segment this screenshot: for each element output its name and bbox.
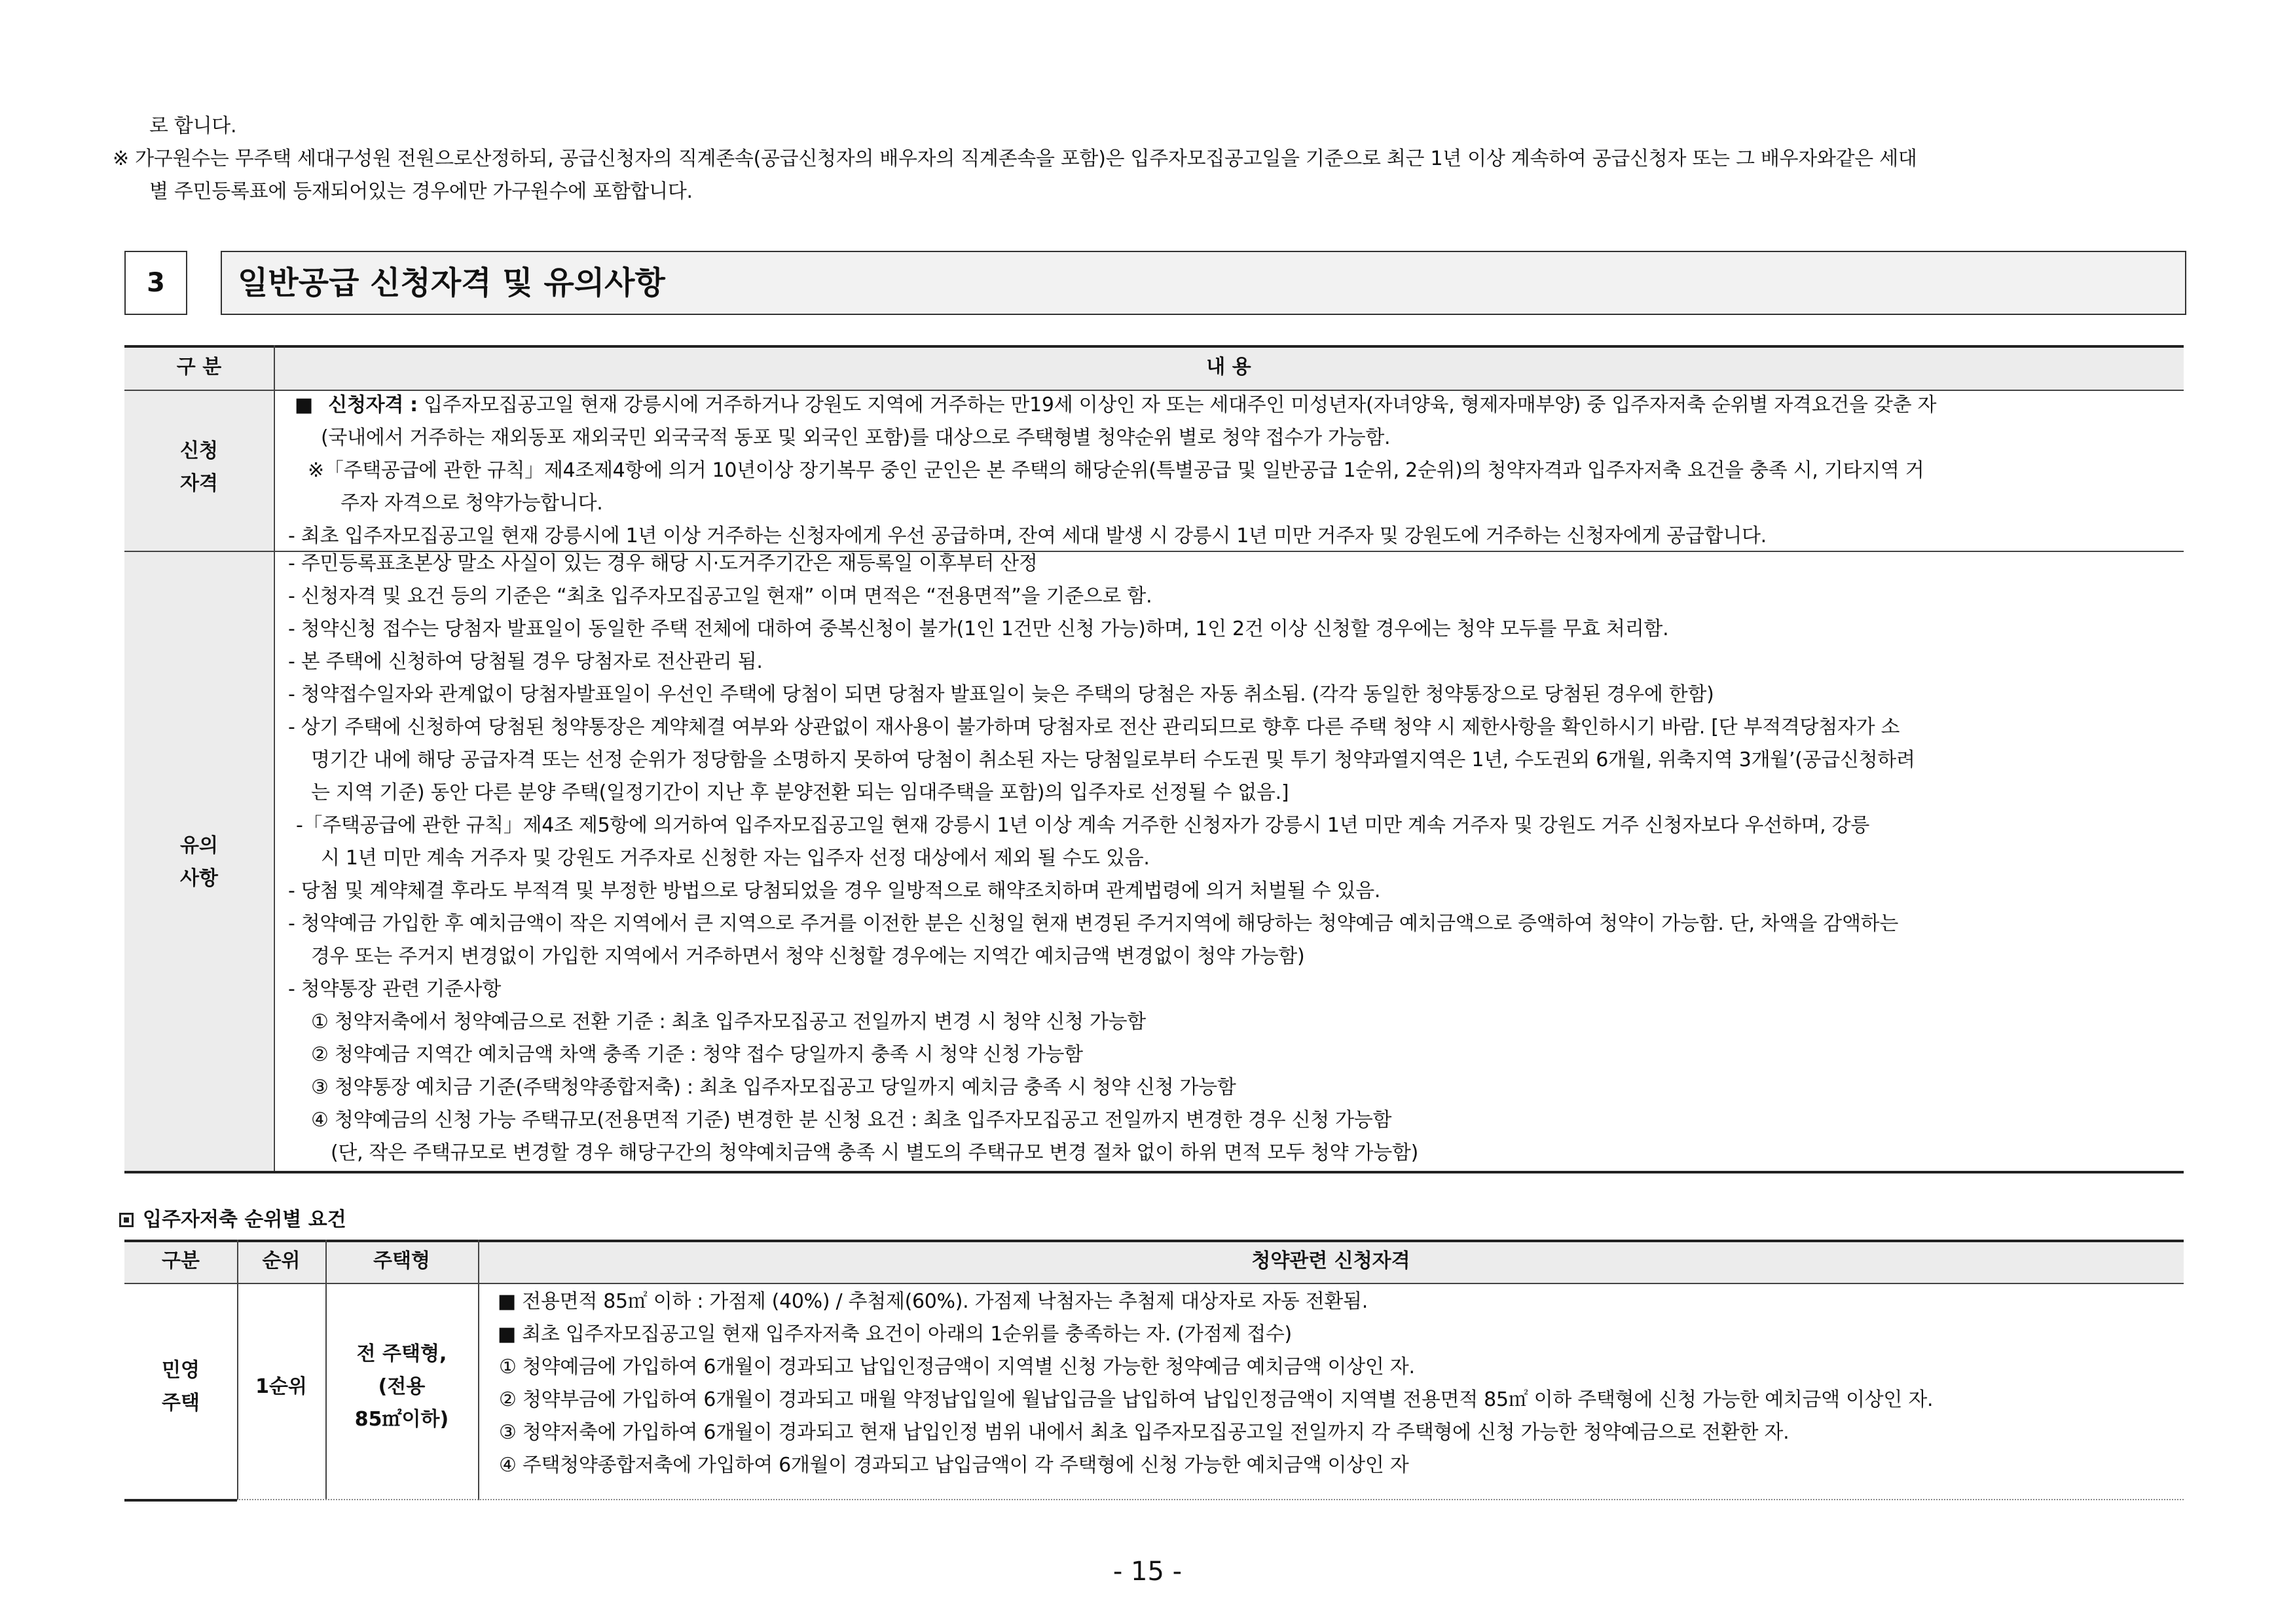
header-rank: 순위 [262, 1249, 301, 1272]
rank-requirements-table [124, 1240, 2184, 1502]
table-bottom-rule [124, 1171, 2184, 1173]
table-bottom-dotted-rule [237, 1499, 2184, 1500]
housing-type [325, 1338, 478, 1436]
content-line: - 최초 입주자모집공고일 현재 강릉시에 1년 이상 거주하는 신청자에게 우선 공급하며, 잔여 세대 발생 시 강릉시 1년 미만 거주자 및 강원도에 거주하는 신청자에게 공급합니다. [288, 525, 1767, 547]
content-line: - 청약예금 가입한 후 예치금액이 작은 지역에서 큰 지역으로 주거를 이전한 분은 신청일 현재 변경된 주거지역에 해당하는 청약예금 예치금액으로 증액하여 청약이 가능함. 단, 차액을 감액하는 [288, 912, 1899, 935]
qualification-line: ② 청약부금에 가입하여 6개월이 경과되고 매월 약정납입일에 월납입금을 납입하여 납입인정금액이 지역별 전용면적 85㎡ 이하 주택형에 신청 가능한 예치금액 이상인 자. [499, 1388, 1934, 1411]
content-line: - 청약신청 접수는 당첨자 발표일이 동일한 주택 전체에 대하여 중복신청이 불가(1인 1건만 신청 가능)하며, 1인 2건 이상 신청할 경우에는 청약 모두를 무효 처리함. [288, 618, 1669, 640]
header-category: 구 분 [176, 356, 222, 378]
content-line: 는 지역 기준) 동안 다른 분양 주택(일정기간이 지난 후 분양전환 되는 임대주택을 포함)의 입주자로 선정될 수 없음.] [311, 781, 1289, 804]
content-line: - 신청자격 및 요건 등의 기준은 “최초 입주자모집공고일 현재” 이며 면적은 “전용면적”을 기준으로 함. [288, 585, 1152, 608]
qualification-line: ③ 청약저축에 가입하여 6개월이 경과되고 현재 납입인정 범위 내에서 최초 입주자모집공고일 전일까지 각 주택형에 신청 가능한 청약예금으로 전환한 자. [499, 1421, 1790, 1444]
table-header-rule [124, 1283, 2184, 1284]
square-bullet-icon [119, 1213, 134, 1227]
content-line: ※「주택공급에 관한 규칙」제4조제4항에 의거 10년이상 장기복무 중인 군인은 본 주택의 해당순위(특별공급 및 일반공급 1순위, 2순위)의 청약자격과 입주자저축 요건을 충족 시, 기타지역 거 [308, 459, 1924, 482]
bold-label: 신청자격 : [328, 394, 418, 416]
bullet: ■ [295, 394, 314, 416]
qualification-line: ④ 주택청약종합저축에 가입하여 6개월이 경과되고 납입금액이 각 주택형에 신청 가능한 예치금액 이상인 자 [499, 1454, 1409, 1477]
subsection-title [119, 1204, 346, 1236]
type-line: 85㎡이하) [354, 1408, 449, 1431]
column-divider [478, 1240, 479, 1500]
header-type: 주택형 [373, 1249, 430, 1272]
content-line: - 청약접수일자와 관계없이 당첨자발표일이 우선인 주택에 당첨이 되면 당첨자 발표일이 늦은 주택의 당첨은 자동 취소됨. (각각 동일한 청약통장으로 당첨된 경우에 한함) [288, 683, 1714, 706]
content-line: ③ 청약통장 예치금 기준(주택청약종합저축) : 최초 입주자모집공고 당일까지 예치금 충족 시 청약 신청 가능함 [311, 1076, 1236, 1099]
table-column-divider [274, 345, 275, 1173]
header-qualification: 청약관련 신청자격 [1251, 1249, 1410, 1272]
table-top-rule [124, 1240, 2184, 1242]
category-line: 민영 [162, 1359, 200, 1382]
header-category: 구분 [162, 1249, 200, 1272]
note-line: 로 합니다. [149, 115, 237, 138]
qualification-line: ■ 최초 입주자모집공고일 현재 입주자저축 요건이 아래의 1순위를 충족하는 자. (가점제 접수) [498, 1323, 1292, 1346]
row-label-line: 유의 [180, 834, 218, 857]
header-content: 내 용 [1206, 356, 1251, 378]
content-line: ① 청약저축에서 청약예금으로 전환 기준 : 최초 입주자모집공고 전일까지 변경 시 청약 신청 가능함 [311, 1010, 1146, 1033]
section-title-box [221, 251, 2186, 315]
note-line: 별 주민등록표에 등재되어있는 경우에만 가구원수에 포함합니다. [149, 180, 693, 203]
column-divider [237, 1240, 238, 1500]
section-title: 일반공급 신청자격 및 유의사항 [238, 265, 665, 301]
content-line: (국내에서 거주하는 재외동포 재외국민 외국국적 동포 및 외국인 포함)를 대상으로 주택형별 청약순위 별로 청약 접수가 가능함. [321, 426, 1391, 449]
subsection-title-text: 입주자저축 순위별 요건 [143, 1208, 346, 1231]
page-number: - 15 - [1112, 1557, 1183, 1587]
type-line: 전 주택형, [356, 1342, 447, 1365]
table-bottom-rule [124, 1499, 237, 1502]
category-line: 주택 [162, 1392, 200, 1414]
rank-value: 1순위 [255, 1375, 307, 1398]
content-line [295, 389, 1936, 422]
content-line: - 본 주택에 신청하여 당첨될 경우 당첨자로 전산관리 됨. [288, 650, 763, 673]
row-label-line: 자격 [180, 472, 218, 495]
content-line: - 상기 주택에 신청하여 당첨된 청약통장은 계약체결 여부와 상관없이 재사용이 불가하며 당첨자로 전산 관리되므로 향후 다른 주택 청약 시 제한사항을 확인하시기 바람. [단 부적격당첨자가 소 [288, 716, 1900, 739]
type-line: (전용 [378, 1375, 426, 1398]
category-private-housing [124, 1354, 237, 1420]
content-line: 명기간 내에 해당 공급자격 또는 선정 순위가 정당함을 소명하지 못하여 당첨이 취소된 자는 당첨일로부터 수도권 및 투기 청약과열지역은 1년, 수도권외 6개월, 위축지역 3개월’(공급신청하려 [311, 748, 1915, 771]
eligibility-table [124, 345, 2184, 1173]
row-label-line: 신청 [180, 439, 218, 462]
content-line: (단, 작은 주택규모로 변경할 경우 해당구간의 청약예치금액 충족 시 별도의 주택규모 변경 절차 없이 하위 면적 모두 청약 가능함) [331, 1141, 1418, 1164]
table-top-rule [124, 345, 2184, 348]
content-line: 경우 또는 주거지 변경없이 가입한 지역에서 거주하면서 청약 신청할 경우에는 지역간 예치금액 변경없이 청약 가능함) [311, 945, 1305, 968]
content-line: - 주민등록표초본상 말소 사실이 있는 경우 해당 시·도거주기간은 재등록일 이후부터 산정 [288, 552, 1038, 575]
content-line: - 청약통장 관련 기준사항 [288, 978, 502, 1001]
line-text: 입주자모집공고일 현재 강릉시에 거주하거나 강원도 지역에 거주하는 만19세 이상인 자 또는 세대주인 미성년자(자녀양육, 형제자매부양) 중 입주자저축 순위별 자격요건을 갖춘 자 [417, 394, 1937, 416]
content-line: 주자 자격으로 청약가능합니다. [340, 492, 603, 515]
content-line: -「주택공급에 관한 규칙」제4조 제5항에 의거하여 입주자모집공고일 현재 강릉시 1년 이상 계속 거주한 신청자가 강릉시 1년 미만 계속 거주자 및 강원도 거주 신청자보다 우선하며, 강릉 [296, 814, 1870, 837]
row-label-notes [124, 830, 274, 895]
qualification-line: ① 청약예금에 가입하여 6개월이 경과되고 납입인정금액이 지역별 신청 가능한 청약예금 예치금액 이상인 자. [499, 1356, 1415, 1378]
content-line: 시 1년 미만 계속 거주자 및 강원도 거주자로 신청한 자는 입주자 선정 대상에서 제외 될 수도 있음. [321, 847, 1150, 870]
row-label-qualification [124, 435, 274, 500]
note-line: ※ 가구원수는 무주택 세대구성원 전원으로산정하되, 공급신청자의 직계존속(공급신청자의 배우자의 직계존속을 포함)은 입주자모집공고일을 기준으로 최근 1년 이상 계속하여 공급신청자 또는 그 배우자와같은 세대 [113, 147, 1917, 170]
row-label-line: 사항 [180, 867, 218, 890]
section-number: 3 [124, 251, 187, 315]
content-line: ② 청약예금 지역간 예치금액 차액 충족 기준 : 청약 접수 당일까지 충족 시 청약 신청 가능함 [311, 1043, 1083, 1066]
content-line: ④ 청약예금의 신청 가능 주택규모(전용면적 기준) 변경한 분 신청 요건 : 최초 입주자모집공고 전일까지 변경한 경우 신청 가능함 [311, 1109, 1392, 1132]
qualification-line: ■ 전용면적 85㎡ 이하 : 가점제 (40%) / 추첨제(60%). 가점제 낙첨자는 추첨제 대상자로 자동 전환됨. [498, 1290, 1368, 1313]
content-line: - 당첨 및 계약체결 후라도 부적격 및 부정한 방법으로 당첨되었을 경우 일방적으로 해약조치하며 관계법령에 의거 처벌될 수 있음. [288, 879, 1381, 902]
